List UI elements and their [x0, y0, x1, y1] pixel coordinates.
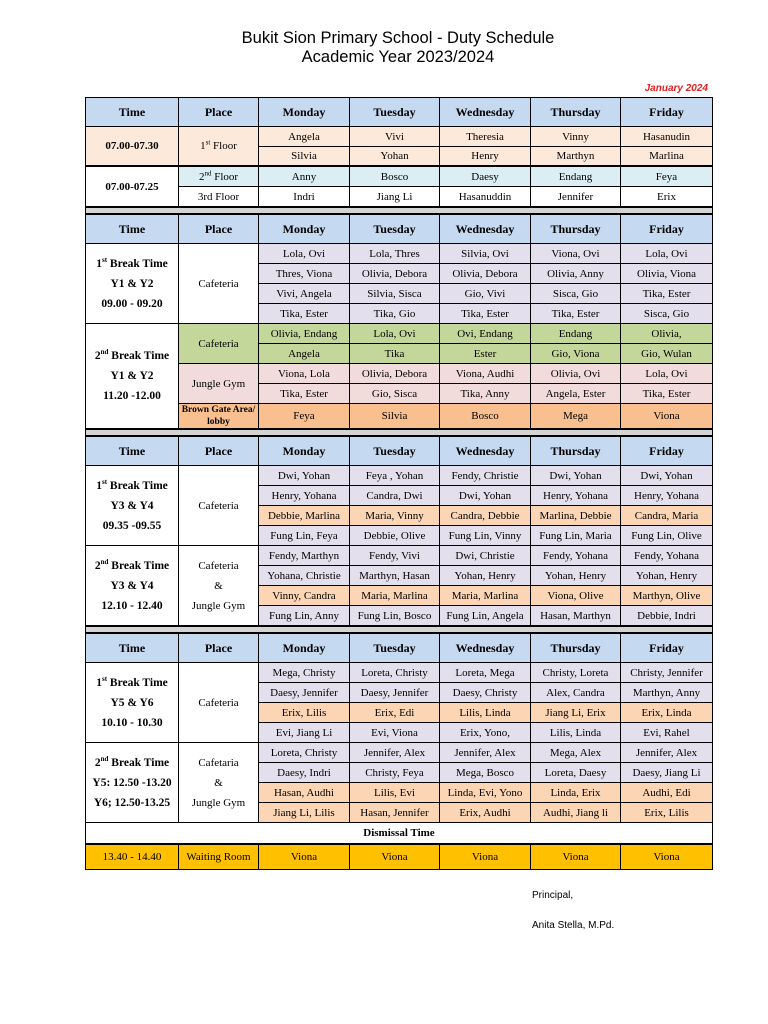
break-label-text: Break Time [108, 350, 170, 362]
duty-cell: Erix [621, 187, 713, 208]
break-label-text: Break Time [107, 676, 168, 689]
duty-cell: Lilis, Linda [440, 703, 531, 723]
time-cell: 07.00-07.25 [86, 166, 179, 207]
place-cell: Waiting Room [179, 844, 259, 870]
duty-cell: Alex, Candra [531, 683, 621, 703]
duty-cell: Henry, Yohana [259, 486, 350, 506]
duty-cell: Tika, Anny [440, 384, 531, 404]
break-time: 09.35 -09.55 [102, 519, 162, 532]
table-row [86, 127, 713, 147]
duty-cell: Evi, Jiang Li [259, 723, 350, 743]
duty-cell: Olivia, Debora [350, 264, 440, 284]
duty-cell: Henry, Yohana [621, 486, 713, 506]
duty-cell: Erix, Lilis [621, 803, 713, 823]
signature-role: Principal, [532, 890, 574, 901]
header-day: Wednesday [440, 633, 531, 663]
ordinal-suffix: nd [100, 348, 109, 357]
duty-cell: Viona [621, 844, 713, 870]
duty-cell: Christy, Loreta [531, 663, 621, 683]
duty-cell: Hasan, Marthyn [531, 606, 621, 627]
duty-cell: Daesy, Christy [440, 683, 531, 703]
place-text: Floor [210, 140, 237, 152]
duty-cell: Yohan, Henry [440, 566, 531, 586]
duty-cell: Gio, Wulan [621, 344, 713, 364]
duty-cell: Tika, Ester [259, 304, 350, 324]
table-row [86, 166, 713, 187]
header-day: Tuesday [350, 436, 440, 466]
header-day: Tuesday [350, 633, 440, 663]
duty-cell: Maria, Vinny [350, 506, 440, 526]
place-gate: Brown Gate Area/ lobby [181, 405, 256, 427]
year-group: Y1 & Y2 [110, 277, 154, 290]
duty-cell: Tika [350, 344, 440, 364]
duty-cell: Olivia, Anny [531, 264, 621, 284]
duty-cell: Daesy, Jennifer [350, 683, 440, 703]
year-group: Y3 & Y4 [110, 499, 154, 512]
break-label-num: 2 [94, 350, 101, 362]
duty-cell: Marthyn [531, 147, 621, 167]
duty-cell: Marthyn, Hasan [350, 566, 440, 586]
ordinal-suffix: st [205, 138, 211, 147]
duty-cell: Erix, Audhi [440, 803, 531, 823]
break-label-text: Break Time [108, 559, 170, 572]
header-day: Friday [621, 214, 713, 244]
duty-cell: Debbie, Indri [621, 606, 713, 627]
duty-cell: Maria, Marlina [350, 586, 440, 606]
header-day: Thursday [531, 214, 621, 244]
duty-cell: Viona, Olive [531, 586, 621, 606]
duty-cell: Debbie, Marlina [259, 506, 350, 526]
duty-cell: Yohan [350, 147, 440, 167]
place-text: Floor [211, 170, 239, 183]
place-cell [179, 743, 259, 823]
break-time: 11.20 -12.00 [103, 390, 161, 402]
place-cell: Cafeteria [179, 663, 259, 743]
duty-cell: Gio, Vivi [440, 284, 531, 304]
duty-cell: Christy, Feya [350, 763, 440, 783]
duty-cell: Silvia [259, 147, 350, 167]
section-separator [86, 626, 713, 633]
duty-cell: Bosco [440, 404, 531, 430]
duty-cell: Hasanuddin [440, 187, 531, 208]
header-day: Wednesday [440, 98, 531, 127]
ordinal-suffix: st [101, 477, 108, 486]
duty-cell: Jiang Li, Erix [531, 703, 621, 723]
table-row [86, 743, 713, 763]
duty-cell: Theresia [440, 127, 531, 147]
time-cell: 13.40 - 14.40 [86, 844, 179, 870]
duty-cell: Loreta, Christy [259, 743, 350, 763]
place-num: 1 [200, 140, 206, 152]
section-separator [86, 429, 713, 436]
duty-cell: Sisca, Gio [621, 304, 713, 324]
duty-cell: Henry [440, 147, 531, 167]
time-cell [86, 244, 179, 324]
place-cell [179, 166, 259, 187]
duty-cell: Dwi, Yohan [621, 466, 713, 486]
duty-cell: Erix, Linda [621, 703, 713, 723]
duty-cell: Silvia, Sisca [350, 284, 440, 304]
duty-cell: Marthyn, Anny [621, 683, 713, 703]
header-day: Friday [621, 436, 713, 466]
place-line: Jungle Gym [191, 796, 246, 809]
duty-cell: Fendy, Vivi [350, 546, 440, 566]
duty-cell: Vinny [531, 127, 621, 147]
duty-cell: Olivia, Debora [440, 264, 531, 284]
duty-cell: Mega, Christy [259, 663, 350, 683]
duty-cell: Silvia [350, 404, 440, 430]
duty-cell: Viona [621, 404, 713, 430]
break-label-num: 1 [96, 676, 102, 689]
table-row [86, 214, 713, 244]
duty-cell: Linda, Erix [531, 783, 621, 803]
duty-cell: Yohan, Henry [621, 566, 713, 586]
duty-cell: Lola, Ovi [350, 324, 440, 344]
table-row [86, 546, 713, 566]
duty-cell: Maria, Marlina [440, 586, 531, 606]
duty-cell: Viona, Lola [259, 364, 350, 384]
break-time: 09.00 - 09.20 [101, 297, 163, 310]
duty-cell: Marthyn, Olive [621, 586, 713, 606]
duty-cell: Loreta, Christy [350, 663, 440, 683]
duty-cell: Lola, Ovi [621, 244, 713, 264]
duty-cell: Angela, Ester [531, 384, 621, 404]
place-line: Cafeteria [198, 559, 239, 572]
duty-cell: Tika, Ester [621, 284, 713, 304]
place-cell: Cafeteria [179, 466, 259, 546]
signature-name: Anita Stella, M.Pd. [532, 920, 615, 931]
time-cell [86, 324, 179, 430]
duty-cell: Lola, Ovi [259, 244, 350, 264]
duty-cell: Audhi, Edi [621, 783, 713, 803]
time-cell: 07.00-07.30 [86, 127, 179, 167]
duty-cell: Viona, Ovi [531, 244, 621, 264]
table-row [86, 324, 713, 344]
header-time: Time [86, 98, 179, 127]
duty-cell: Angela [259, 344, 350, 364]
duty-cell: Jennifer, Alex [621, 743, 713, 763]
break-time: 12.10 - 12.40 [101, 599, 163, 612]
duty-cell: Hasan, Audhi [259, 783, 350, 803]
duty-cell: Tika, Ester [531, 304, 621, 324]
table-row [86, 404, 713, 430]
header-time: Time [86, 633, 179, 663]
place-line: Jungle Gym [191, 599, 246, 612]
separator-cell [86, 429, 713, 436]
break-label-text: Break Time [107, 257, 168, 270]
duty-cell: Silvia, Ovi [440, 244, 531, 264]
header-day: Thursday [531, 98, 621, 127]
table-row [86, 844, 713, 870]
table-row [86, 244, 713, 264]
table-row [86, 364, 713, 384]
place-cell: Cafeteria [179, 244, 259, 324]
ordinal-suffix: st [101, 255, 108, 264]
year-group: Y3 & Y4 [110, 579, 154, 592]
duty-cell: Loreta, Daesy [531, 763, 621, 783]
duty-cell: Mega, Bosco [440, 763, 531, 783]
duty-cell: Tika, Ester [259, 384, 350, 404]
time-cell [86, 466, 179, 546]
duty-cell: Evi, Viona [350, 723, 440, 743]
header-day: Thursday [531, 633, 621, 663]
duty-cell: Daesy [440, 166, 531, 187]
place-cell: Jungle Gym [179, 364, 259, 404]
time-cell [86, 546, 179, 627]
place-cell: 3rd Floor [179, 187, 259, 208]
duty-cell: Viona [440, 844, 531, 870]
duty-cell: Jennifer, Alex [350, 743, 440, 763]
duty-cell: Tika, Ester [440, 304, 531, 324]
duty-cell: Evi, Rahel [621, 723, 713, 743]
duty-cell: Erix, Yono, [440, 723, 531, 743]
duty-cell: Indri [259, 187, 350, 208]
place-cell [179, 127, 259, 167]
duty-cell: Mega [531, 404, 621, 430]
header-day: Friday [621, 98, 713, 127]
duty-cell: Viona [350, 844, 440, 870]
table-row [86, 436, 713, 466]
duty-cell: Sisca, Gio [531, 284, 621, 304]
break-label-num: 1 [96, 479, 102, 492]
duty-cell: Erix, Edi [350, 703, 440, 723]
table-row [86, 663, 713, 683]
header-day: Wednesday [440, 214, 531, 244]
duty-cell: Dwi, Yohan [259, 466, 350, 486]
header-place: Place [179, 436, 259, 466]
place-line: & [214, 776, 223, 789]
break-time: 10.10 - 10.30 [101, 716, 163, 729]
duty-cell: Yohana, Christie [259, 566, 350, 586]
header-day: Monday [259, 98, 350, 127]
duty-cell: Daesy, Indri [259, 763, 350, 783]
duty-cell: Feya [259, 404, 350, 430]
table-row [86, 823, 713, 845]
place-line: Cafetaria [198, 756, 239, 769]
header-day: Thursday [531, 436, 621, 466]
duty-cell: Bosco [350, 166, 440, 187]
duty-cell: Fung Lin, Anny [259, 606, 350, 627]
duty-cell: Loreta, Mega [440, 663, 531, 683]
duty-cell: Debbie, Olive [350, 526, 440, 546]
duty-cell: Yohan, Henry [531, 566, 621, 586]
time-cell [86, 743, 179, 823]
document-title [0, 29, 768, 67]
duty-cell: Fendy, Yohana [531, 546, 621, 566]
duty-cell: Endang [531, 324, 621, 344]
duty-cell: Daesy, Jennifer [259, 683, 350, 703]
duty-cell: Lola, Thres [350, 244, 440, 264]
duty-cell: Viona, Audhi [440, 364, 531, 384]
duty-cell: Olivia, Endang [259, 324, 350, 344]
duty-cell: Lola, Ovi [621, 364, 713, 384]
duty-cell: Gio, Viona [531, 344, 621, 364]
year-group: Y5 & Y6 [110, 696, 154, 709]
header-place: Place [179, 214, 259, 244]
ordinal-suffix: nd [204, 168, 212, 177]
break-label-text: Break Time [108, 756, 170, 769]
break-label-num: 2 [94, 756, 101, 769]
duty-cell: Lilis, Linda [531, 723, 621, 743]
table-row [86, 466, 713, 486]
duty-cell: Fendy, Marthyn [259, 546, 350, 566]
header-day: Tuesday [350, 214, 440, 244]
duty-cell: Linda, Evi, Yono [440, 783, 531, 803]
place-cell [179, 546, 259, 627]
duty-cell: Olivia, [621, 324, 713, 344]
duty-cell: Henry, Yohana [531, 486, 621, 506]
duty-cell: Feya [621, 166, 713, 187]
duty-cell: Candra, Maria [621, 506, 713, 526]
separator-cell [86, 626, 713, 633]
duty-cell: Fung Lin, Maria [531, 526, 621, 546]
duty-cell: Fung Lin, Bosco [350, 606, 440, 627]
duty-cell: Fung Lin, Angela [440, 606, 531, 627]
table-row [86, 633, 713, 663]
header-day: Tuesday [350, 98, 440, 127]
header-day: Monday [259, 436, 350, 466]
duty-cell: Feya , Yohan [350, 466, 440, 486]
header-day: Monday [259, 633, 350, 663]
header-day: Friday [621, 633, 713, 663]
duty-cell: Thres, Viona [259, 264, 350, 284]
header-day: Wednesday [440, 436, 531, 466]
duty-cell: Dwi, Yohan [440, 486, 531, 506]
duty-cell: Lilis, Evi [350, 783, 440, 803]
duty-cell: Ester [440, 344, 531, 364]
year-group: Y5: 12.50 -13.20 [92, 776, 172, 789]
duty-cell: Viona [259, 844, 350, 870]
duty-cell: Olivia, Viona [621, 264, 713, 284]
ordinal-suffix: nd [100, 557, 109, 566]
duty-cell: Fung Lin, Olive [621, 526, 713, 546]
duty-cell: Marlina [621, 147, 713, 167]
year-group: Y1 & Y2 [110, 370, 154, 382]
duty-cell: Jiang Li, Lilis [259, 803, 350, 823]
duty-cell: Viona [531, 844, 621, 870]
duty-cell: Gio, Sisca [350, 384, 440, 404]
place-num: 2 [198, 170, 205, 183]
duty-schedule-table [85, 97, 713, 870]
duty-cell: Jiang Li [350, 187, 440, 208]
duty-cell: Candra, Debbie [440, 506, 531, 526]
title-line-1: Bukit Sion Primary School - Duty Schedule [241, 29, 555, 47]
year-group: Y6; 12.50-13.25 [93, 796, 171, 809]
duty-cell: Fung Lin, Feya [259, 526, 350, 546]
month-label: January 2024 [644, 83, 708, 94]
duty-cell: Tika, Gio [350, 304, 440, 324]
section-separator [86, 207, 713, 214]
duty-cell: Candra, Dwi [350, 486, 440, 506]
title-line-2: Academic Year 2023/2024 [301, 48, 495, 66]
duty-cell: Fendy, Yohana [621, 546, 713, 566]
duty-cell: Vinny, Candra [259, 586, 350, 606]
duty-cell: Endang [531, 166, 621, 187]
duty-cell: Angela [259, 127, 350, 147]
header-time: Time [86, 214, 179, 244]
separator-cell [86, 207, 713, 214]
duty-cell: Ovi, Endang [440, 324, 531, 344]
duty-cell: Fendy, Christie [440, 466, 531, 486]
header-time: Time [86, 436, 179, 466]
break-label-text: Break Time [107, 479, 168, 492]
duty-cell: Olivia, Debora [350, 364, 440, 384]
duty-cell: Dwi, Yohan [531, 466, 621, 486]
table-row [86, 98, 713, 127]
ordinal-suffix: nd [100, 754, 109, 763]
break-label-num: 1 [96, 257, 102, 270]
duty-cell: Vivi [350, 127, 440, 147]
header-place: Place [179, 98, 259, 127]
dismissal-label: Dismissal Time [86, 823, 713, 845]
duty-cell: Olivia, Ovi [531, 364, 621, 384]
duty-cell: Hasan, Jennifer [350, 803, 440, 823]
duty-cell: Jennifer [531, 187, 621, 208]
time-cell [86, 663, 179, 743]
duty-cell: Christy, Jennifer [621, 663, 713, 683]
duty-cell: Vivi, Angela [259, 284, 350, 304]
duty-cell: Marlina, Debbie [531, 506, 621, 526]
header-day: Monday [259, 214, 350, 244]
place-cell: Cafeteria [179, 324, 259, 364]
header-place: Place [179, 633, 259, 663]
duty-cell: Fung Lin, Vinny [440, 526, 531, 546]
duty-cell: Mega, Alex [531, 743, 621, 763]
duty-cell: Tika, Ester [621, 384, 713, 404]
duty-cell: Anny [259, 166, 350, 187]
duty-cell: Hasanudin [621, 127, 713, 147]
duty-cell: Jennifer, Alex [440, 743, 531, 763]
place-cell [179, 404, 259, 430]
duty-cell: Audhi, Jiang li [531, 803, 621, 823]
duty-cell: Dwi, Christie [440, 546, 531, 566]
duty-cell: Daesy, Jiang Li [621, 763, 713, 783]
table-row [86, 187, 713, 208]
break-label-num: 2 [94, 559, 101, 572]
ordinal-suffix: st [101, 674, 108, 683]
duty-cell: Erix, Lilis [259, 703, 350, 723]
place-line: & [214, 579, 223, 592]
